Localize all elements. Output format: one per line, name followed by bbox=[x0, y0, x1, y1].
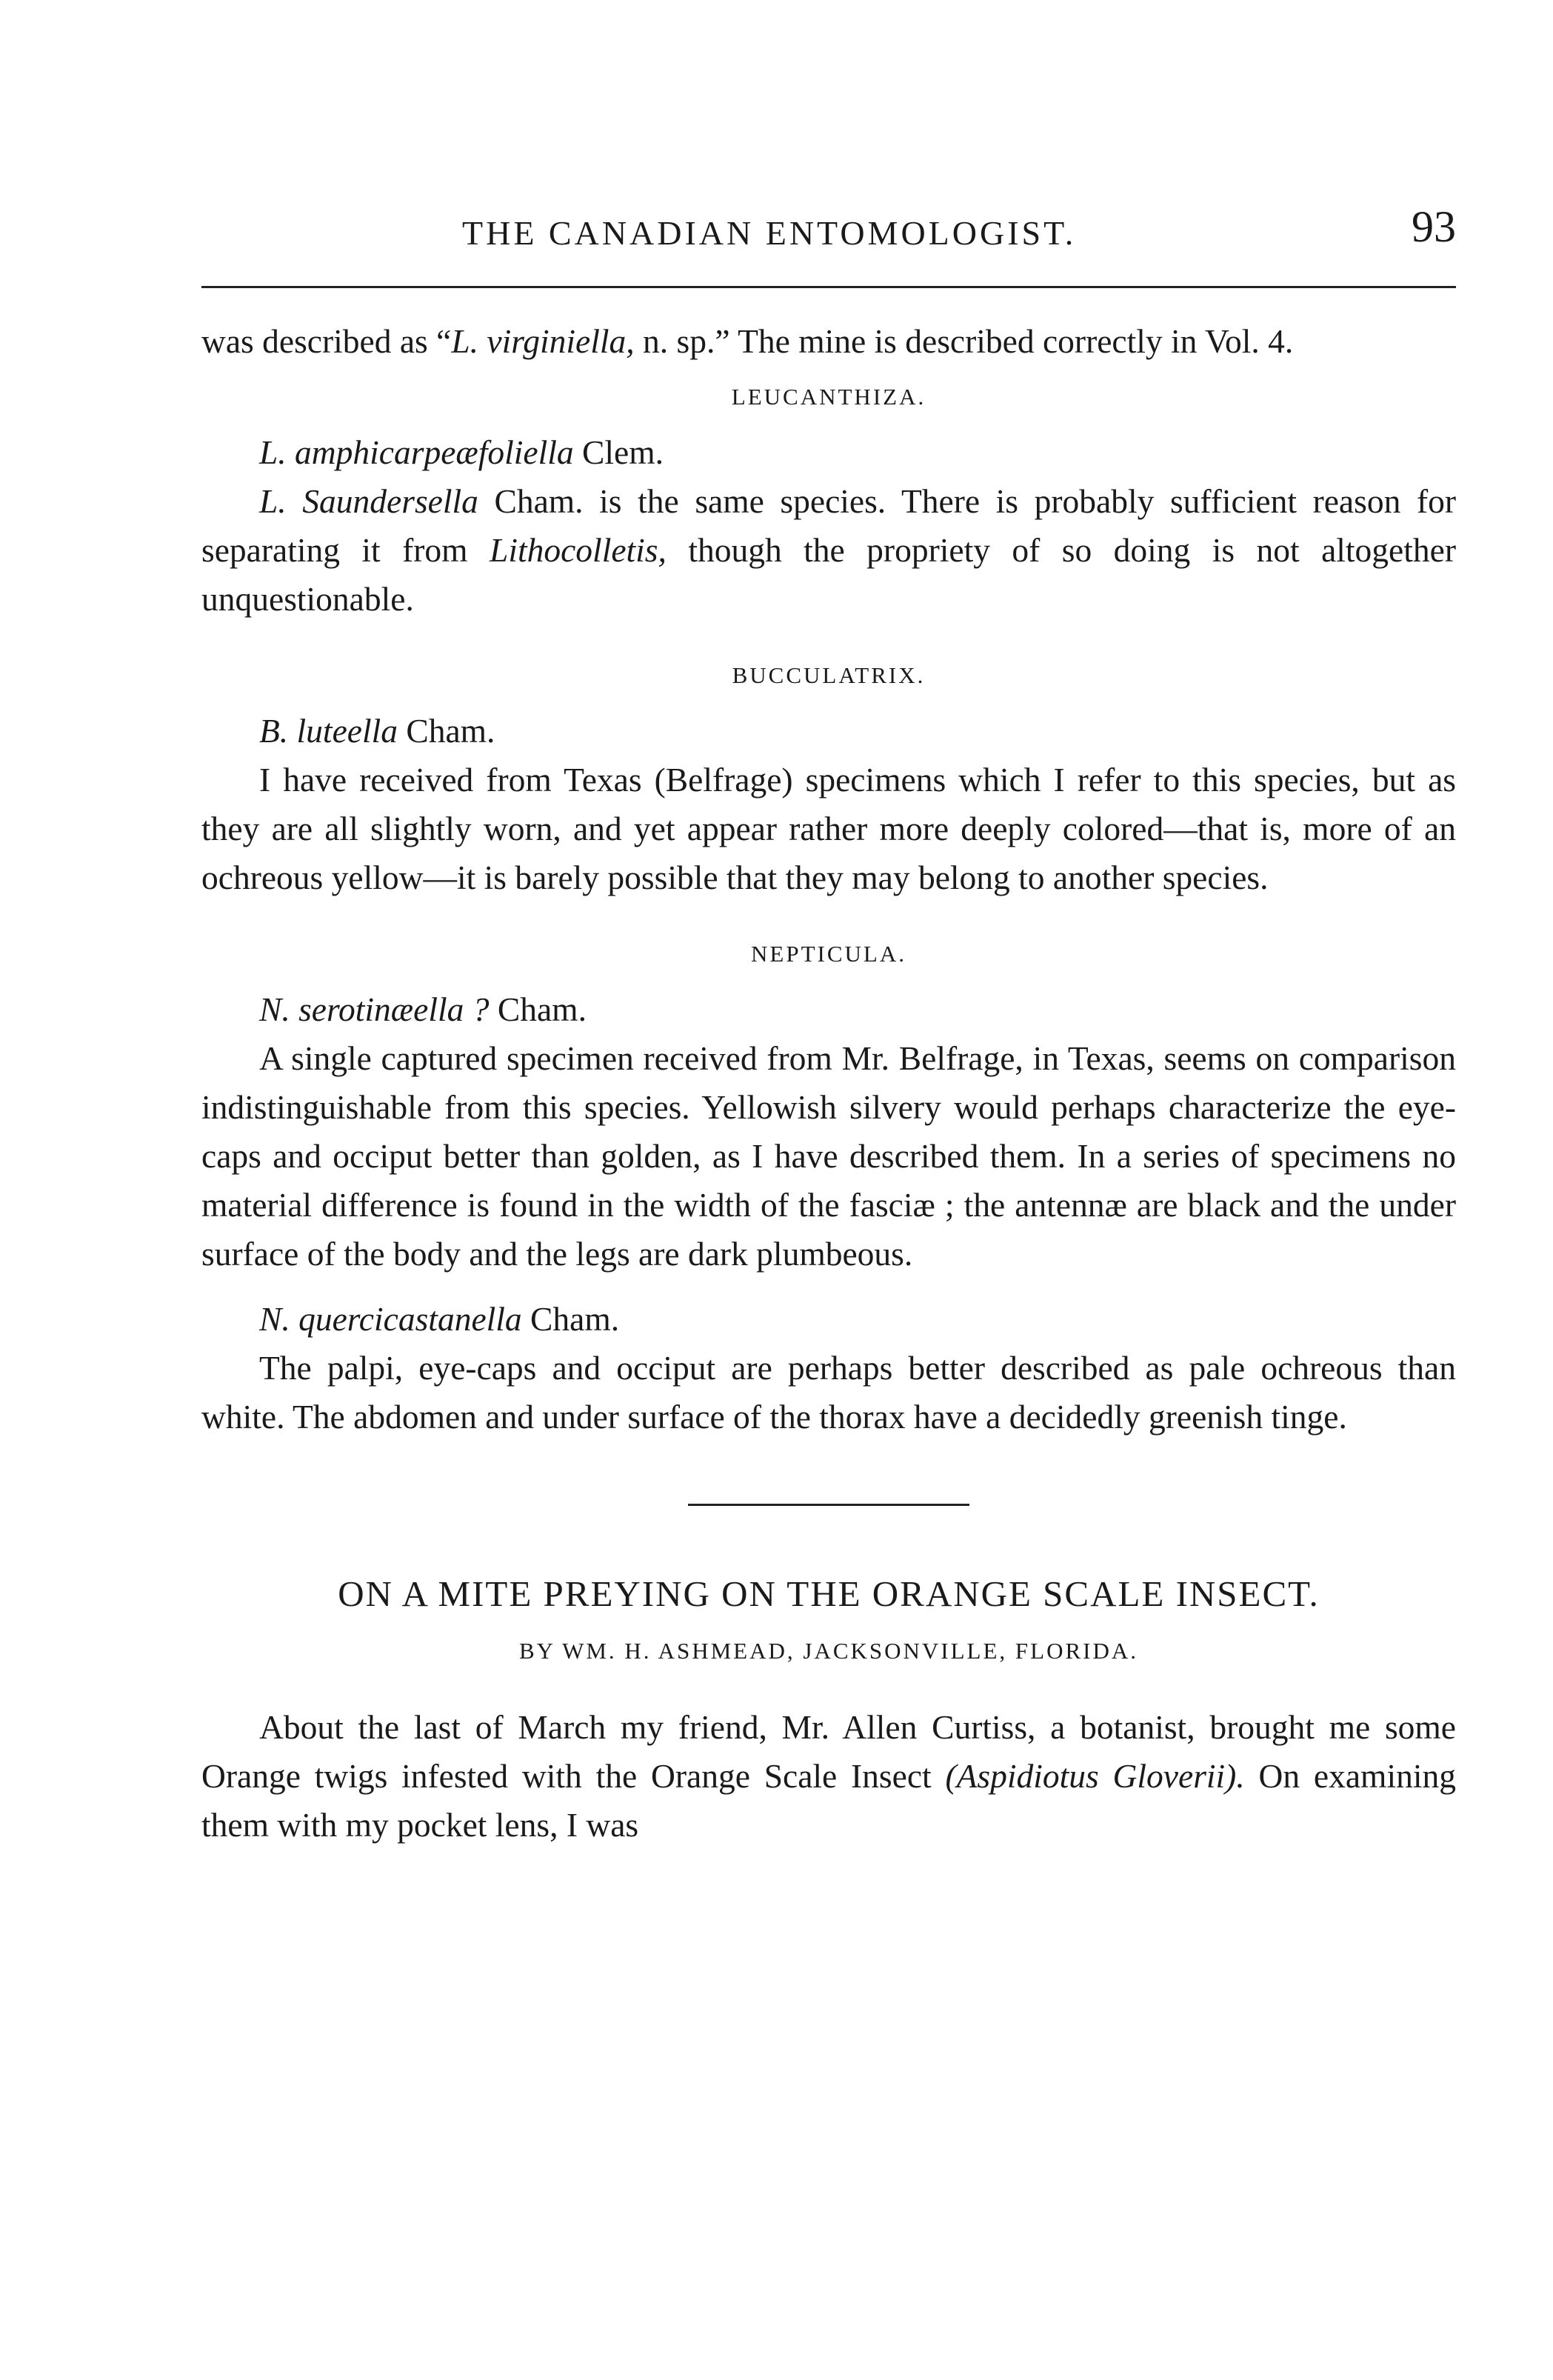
intro-paragraph: was described as “L. virginiella, n. sp.” The mine is described correctly in Vol. 4. bbox=[201, 322, 1294, 360]
species-reference: L. virginiella, bbox=[451, 322, 635, 360]
running-header bbox=[201, 201, 1456, 261]
genus-heading-nepticula: NEPTICULA. bbox=[751, 941, 906, 967]
species-paragraph: I have received from Texas (Belfrage) specimens which I refer to this species, but as they are all slightly worn, and yet appear rather more deeply colored—that is, more of an ochreous yellow—it is barely possible that they may belong to another species. bbox=[201, 761, 1456, 896]
header-rule bbox=[201, 286, 1456, 288]
species-entry: L. amphicarpeæfoliella Clem. bbox=[259, 433, 664, 471]
species-reference: (Aspidiotus Gloverii). bbox=[945, 1757, 1245, 1795]
species-name: L. Saundersella bbox=[259, 482, 478, 520]
body-text bbox=[201, 317, 1456, 1850]
species-paragraph: The palpi, eye-caps and occiput are perhaps better described as pale ochreous than white. The abdomen and under surface of the thorax have a decidedly greenish tinge. bbox=[201, 1349, 1456, 1436]
page bbox=[201, 0, 1456, 2380]
article-paragraph: About the last of March my friend, Mr. Allen Curtiss, a botanist, brought me some Orange twigs infested with the Orange Scale Insect (Aspidiotus Gloverii). On examining them with my pocket lens, I was bbox=[201, 1708, 1456, 1844]
species-entry: N. quercicastanella Cham. bbox=[259, 1300, 620, 1338]
species-paragraph: A single captured specimen received from Mr. Belfrage, in Texas, seems on comparison indistinguishable from this species. Yellowish silvery would perhaps characterize the eye-caps and occiput better than golden, as I have described them. In a series of specimens no material difference is found in the width of the fasciæ ; the antennæ are black and the under surface of the body and the legs are dark plumbeous. bbox=[201, 1039, 1456, 1273]
species-name: N. serotinæella ? bbox=[259, 990, 490, 1028]
species-name: B. luteella bbox=[259, 712, 398, 750]
article-byline: BY WM. H. ASHMEAD, JACKSONVILLE, FLORIDA. bbox=[518, 1638, 1139, 1664]
genus-heading-leucanthiza: LEUCANTHIZA. bbox=[731, 384, 926, 410]
page-number: 93 bbox=[1412, 202, 1456, 251]
species-name: N. quercicastanella bbox=[259, 1300, 522, 1338]
species-paragraph: L. Saundersella Cham. is the same species. There is probably sufficient reason for separating it from Lithocolletis, though the propriety of so doing is not altogether unquestionable. bbox=[201, 482, 1456, 618]
species-entry: N. serotinæella ? Cham. bbox=[259, 990, 587, 1028]
species-entry: B. luteella Cham. bbox=[259, 712, 495, 750]
running-title: THE CANADIAN ENTOMOLOGIST. bbox=[462, 214, 1077, 252]
article-title: ON A MITE PREYING ON THE ORANGE SCALE INSECT. bbox=[338, 1573, 1320, 1614]
genus-reference: Lithocolletis, bbox=[490, 531, 667, 569]
species-name: L. amphicarpeæfoliella bbox=[259, 433, 574, 471]
genus-heading-bucculatrix: BUCCULATRIX. bbox=[732, 662, 926, 688]
